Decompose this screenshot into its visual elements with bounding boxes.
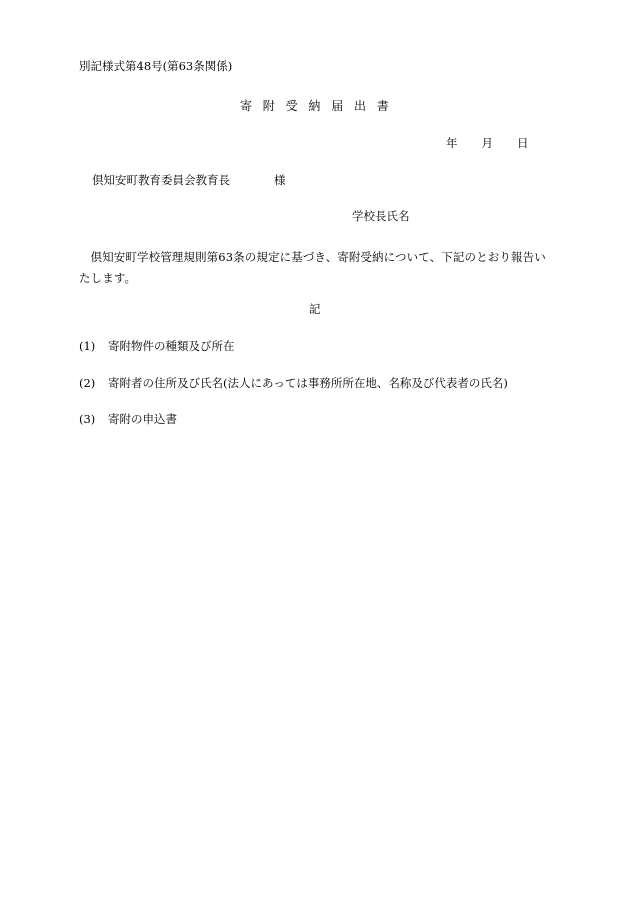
date-year-label: 年	[446, 136, 458, 150]
document-title: 寄附受納届出書	[240, 99, 400, 113]
form-label: 別記様式第48号(第63条関係)	[79, 59, 233, 73]
list-item-number: (2)	[79, 376, 96, 390]
recipient-name: 倶知安町教育委員会教育長	[92, 173, 230, 187]
list-item-number: (3)	[79, 412, 96, 426]
list-item-number: (1)	[79, 339, 96, 353]
recipient-line	[92, 175, 286, 187]
date-day-label: 日	[517, 136, 529, 150]
date-line	[446, 138, 529, 150]
list-item	[79, 414, 177, 426]
list-item-text: 寄附者の住所及び氏名(法人にあっては事務所所在地、名称及び代表者の氏名)	[108, 376, 508, 390]
list-item-text: 寄附物件の種類及び所在	[108, 339, 235, 353]
signer-name-label: 学校長氏名	[352, 209, 410, 223]
list-item	[79, 378, 508, 390]
body-paragraph: 倶知安町学校管理規則第63条の規定に基づき、寄附受納について、下記のとおり報告いたします。	[79, 250, 546, 285]
list-item	[79, 341, 235, 353]
ki-heading: 記	[309, 302, 321, 316]
list-item-text: 寄附の申込書	[108, 412, 177, 426]
date-month-label: 月	[481, 136, 493, 150]
recipient-honorific: 様	[274, 173, 286, 187]
